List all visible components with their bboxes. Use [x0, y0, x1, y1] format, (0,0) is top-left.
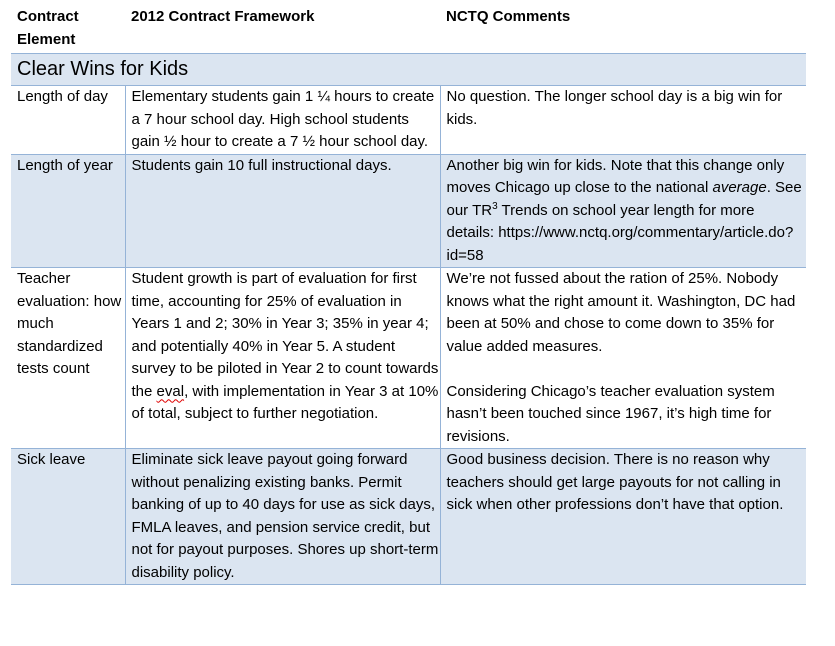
- framework-cell: Elementary students gain 1 ¼ hours to create a 7 hour school day. High school students gain ½ hour to create a 7 ½ hour school day.: [125, 86, 440, 155]
- comment-paragraph: Considering Chicago’s teacher evaluation system hasn’t been touched since 1967, it’s high time for revisions.: [446, 382, 775, 445]
- section-row: [11, 54, 806, 86]
- comment-paragraph: We’re not fussed about the ration of 25%. Nobody knows what the right amount it. Washington, DC had been at 50% and chose to come down to 35% for value added measures.: [446, 270, 796, 355]
- comments-cell: Good business decision. There is no reason why teachers should get large payouts for not calling in sick when other professions don’t have that option.: [440, 449, 806, 585]
- comment-text: Trends on school year length for more details: https://www.nctq.org/commentary/article.do?id=58: [446, 201, 794, 264]
- table-row-length-of-day: [11, 86, 806, 155]
- element-cell: Length of day: [11, 86, 125, 155]
- header-contract-framework: 2012 Contract Framework: [125, 4, 440, 54]
- contract-comparison-table: [11, 4, 806, 585]
- table-row-teacher-evaluation: [11, 268, 806, 449]
- framework-cell: [125, 268, 440, 449]
- element-cell: Sick leave: [11, 449, 125, 585]
- comments-cell: [440, 154, 806, 268]
- table-row-length-of-year: [11, 154, 806, 268]
- header-row: [11, 4, 806, 54]
- framework-cell: Eliminate sick leave payout going forward without penalizing existing banks. Permit banking of up to 40 days for use as sick days, FMLA leaves, and pension service credit, but not for payout purposes. Shores up short-term disability policy.: [125, 449, 440, 585]
- comments-cell: No question. The longer school day is a big win for kids.: [440, 86, 806, 155]
- framework-text: , with implementation in Year 3 at 10% of total, subject to further negotiation.: [131, 382, 439, 422]
- comment-superscript: 3: [492, 200, 498, 212]
- table-row-sick-leave: [11, 449, 806, 585]
- section-title: Clear Wins for Kids: [11, 54, 806, 86]
- spellcheck-flagged-word: eval: [156, 382, 185, 400]
- element-cell: Length of year: [11, 154, 125, 268]
- comment-text: . See our TR: [446, 179, 802, 219]
- framework-cell: Students gain 10 full instructional days.: [125, 154, 440, 268]
- comments-cell: [440, 268, 806, 449]
- comment-emphasis: average: [712, 179, 767, 196]
- element-cell: Teacher evaluation: how much standardized tests count: [11, 268, 125, 449]
- header-nctq-comments: NCTQ Comments: [440, 4, 806, 54]
- paragraph-gap: [447, 358, 807, 381]
- header-contract-element: Contract Element: [11, 4, 125, 54]
- comment-text: Another big win for kids. Note that this change only moves Chicago up close to the national: [446, 156, 785, 196]
- framework-text: Student growth is part of evaluation for first time, accounting for 25% of evaluation in Years 1 and 2; 30% in Year 3; 35% in year 4; and potentially 40% in Year 5. A student survey to be piloted in Year 2 to count towards the: [131, 270, 439, 400]
